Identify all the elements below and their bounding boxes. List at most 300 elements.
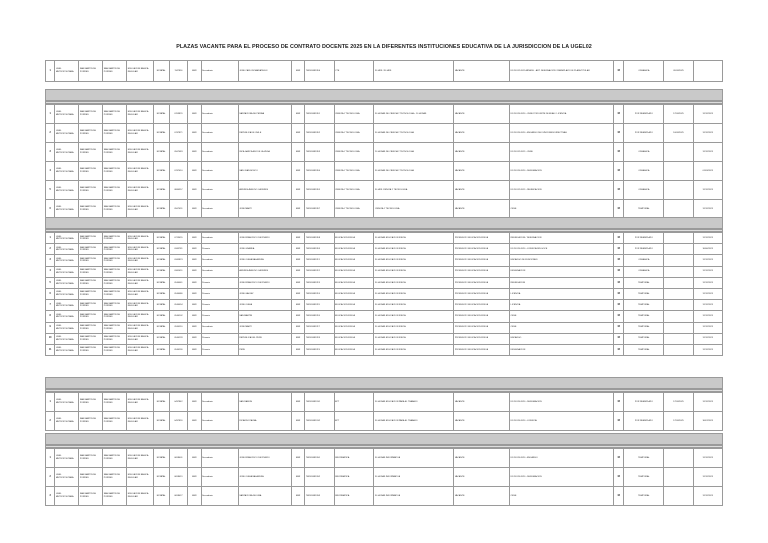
cell-district-2: SAN MARTIN DE PORRES bbox=[103, 181, 127, 200]
cell-start-date bbox=[664, 233, 693, 244]
cell-district: SAN MARTIN DE PORRES bbox=[79, 181, 103, 200]
cell-hours-detail: 30 HORAS EDUCACION FISICA bbox=[374, 344, 454, 355]
cell-institution-name: REPUBLICA DEL PERU bbox=[238, 333, 291, 344]
table-row bbox=[46, 162, 723, 181]
cell-end-date: 31/12/2025 bbox=[693, 200, 722, 219]
cell-row-number: 3 bbox=[46, 143, 55, 162]
cell-modular-code: 0703876 bbox=[169, 105, 188, 124]
cell-modality-2: EBR bbox=[291, 333, 304, 344]
cell-district: SAN MARTIN DE PORRES bbox=[79, 412, 103, 431]
cell-vacancy-type: TEMPORAL bbox=[624, 300, 664, 311]
cell-end-date: 31/12/2025 bbox=[693, 311, 722, 322]
cell-management: ESTATAL bbox=[153, 255, 169, 266]
cell-district-2: SAN MARTIN DE PORRES bbox=[103, 333, 127, 344]
cell-level: Secundaria bbox=[201, 105, 238, 124]
cell-vacancy-reason: CESE bbox=[510, 311, 614, 322]
cell-level: Primaria bbox=[201, 244, 238, 255]
cell-start-date: 10/03/2025 bbox=[664, 124, 693, 143]
cell-modular-code: 0497842 bbox=[169, 393, 188, 412]
cell-vacancy-type: TEMPORAL bbox=[624, 468, 664, 487]
cell-district-2: SAN MARTIN DE PORRES bbox=[103, 61, 127, 82]
cell-modality-2: EBR bbox=[291, 468, 304, 487]
cell-end-date: 31/12/2025 bbox=[693, 300, 722, 311]
cell-area: CIENCIA Y TECNOLOGIA bbox=[334, 181, 374, 200]
cell-area: EDUCACION FISICA bbox=[334, 244, 374, 255]
cell-vacancy-type: TEMPORAL bbox=[624, 344, 664, 355]
cell-hours-detail: 30 HORAS INFORMATICA bbox=[374, 449, 454, 468]
cell-jornada: 43 bbox=[613, 393, 624, 412]
cell-area: EPT bbox=[334, 412, 374, 431]
cell-position-type: PROFESOR / EDUCACION FISICA bbox=[454, 344, 510, 355]
table-row bbox=[46, 255, 723, 266]
cell-vacancy-type: TEMPORAL bbox=[624, 200, 664, 219]
cell-modality: EBR bbox=[188, 311, 201, 322]
cell-position-type: VACANTE bbox=[454, 412, 510, 431]
cell-start-date bbox=[664, 162, 693, 181]
cell-management: ESTATAL bbox=[153, 105, 169, 124]
cell-ugel: UGEL METROPOLITANA bbox=[55, 181, 79, 200]
cell-vacancy-type: TEMPORAL bbox=[624, 311, 664, 322]
cell-management: ESTATAL bbox=[153, 143, 169, 162]
cell-area: EDUCACION FISICA bbox=[334, 288, 374, 299]
cell-level: Secundaria bbox=[201, 322, 238, 333]
cell-hours-detail: 30 HORAS DE CIENCIA Y TECNOLOGIA bbox=[374, 124, 454, 143]
cell-jornada: 43 bbox=[613, 124, 624, 143]
cell-position-type: PROFESOR / EDUCACION FISICA bbox=[454, 233, 510, 244]
cell-modular-code: 0540136 bbox=[169, 344, 188, 355]
cell-modality-2: EBR bbox=[291, 322, 304, 333]
cell-modality: EBR bbox=[188, 300, 201, 311]
cell-institution-name: JOSE OLAYA bbox=[238, 300, 291, 311]
cell-position-type: VACANTE bbox=[454, 393, 510, 412]
cell-level-type: EDUCACION BASICA REGULAR bbox=[127, 322, 154, 333]
cell-area: CIENCIA Y TECNOLOGIA bbox=[334, 124, 374, 143]
cell-modality: EBR bbox=[188, 344, 201, 355]
cell-vacancy-type: ORGÁNICA bbox=[624, 162, 664, 181]
cell-vacancy-reason: CESE bbox=[510, 487, 614, 506]
cell-position-code: 7081814812G2 bbox=[305, 412, 334, 431]
cell-modality: EBR bbox=[188, 143, 201, 162]
cell-hours-detail: 30 HORAS DE CIENCIA Y TECNOLOGIA bbox=[374, 162, 454, 181]
cell-position-type: PROFESOR / EDUCACION FISICA bbox=[454, 277, 510, 288]
cell-level: Secundaria bbox=[201, 162, 238, 181]
cell-vacancy-type: ORGÁNICA bbox=[624, 181, 664, 200]
cell-ugel: UGEL METROPOLITANA bbox=[55, 311, 79, 322]
cell-hours-detail: 30 HORAS EDUCACION PARA EL TRABAJO bbox=[374, 393, 454, 412]
table-row bbox=[46, 200, 723, 219]
cell-vacancy-type: TEMPORAL bbox=[624, 322, 664, 333]
cell-ugel: UGEL METROPOLITANA bbox=[55, 288, 79, 299]
cell-management: ESTATAL bbox=[153, 124, 169, 143]
cell-modality: EBR bbox=[188, 124, 201, 143]
cell-ugel: UGEL METROPOLITANA bbox=[55, 124, 79, 143]
cell-position-code: 7081814812E7 bbox=[305, 200, 334, 219]
cell-vacancy-type: ORGÁNICA bbox=[624, 266, 664, 277]
cell-modality-2: EBR bbox=[291, 288, 304, 299]
cell-level: Secundaria bbox=[201, 266, 238, 277]
cell-hours-detail: 30 HORAS EDUCACION FISICA bbox=[374, 233, 454, 244]
cell-ugel: UGEL METROPOLITANA bbox=[55, 333, 79, 344]
cell-vacancy-type: TEMPORAL bbox=[624, 288, 664, 299]
cell-start-date bbox=[664, 468, 693, 487]
cell-vacancy-reason: DS N°019-2020 - ENCARGO DE FUNCIONES DIRECTIVAS bbox=[510, 124, 614, 143]
cell-vacancy-reason: REUBICACION / DESIGNACION bbox=[510, 233, 614, 244]
cell-ugel: UGEL METROPOLITANA bbox=[55, 162, 79, 181]
cell-row-number: 4 bbox=[46, 162, 55, 181]
cell-area: EDUCACION FISICA bbox=[334, 311, 374, 322]
cell-hours-detail: 30 HORAS INFORMATICA bbox=[374, 468, 454, 487]
cell-area: CIENCIA Y TECNOLOGIA bbox=[334, 105, 374, 124]
table-row bbox=[46, 412, 723, 431]
cell-hours-detail: 30 HORAS EDUCACION FISICA bbox=[374, 300, 454, 311]
cell-modality-2: EBR bbox=[291, 244, 304, 255]
table-row bbox=[46, 322, 723, 333]
cell-vacancy-type: ORGÁNICA bbox=[624, 143, 664, 162]
cell-start-date bbox=[664, 277, 693, 288]
cell-management: ESTATAL bbox=[153, 344, 169, 355]
cell-jornada: 43 bbox=[613, 449, 624, 468]
cell-ugel: UGEL METROPOLITANA bbox=[55, 105, 79, 124]
cell-vacancy-type: POR REEMPLAZO bbox=[624, 233, 664, 244]
cell-district: SAN MARTIN DE PORRES bbox=[79, 266, 103, 277]
cell-ugel: UGEL METROPOLITANA bbox=[55, 143, 79, 162]
table-row bbox=[46, 288, 723, 299]
cell-district-2: SAN MARTIN DE PORRES bbox=[103, 288, 127, 299]
cell-position-code: 7081814812E8 bbox=[305, 233, 334, 244]
cell-vacancy-reason: DS N°019-2020 - LICENCIA bbox=[510, 412, 614, 431]
cell-hours-detail: 30 HORAS EDUCACION FISICA bbox=[374, 255, 454, 266]
cell-district-2: SAN MARTIN DE PORRES bbox=[103, 162, 127, 181]
cell-hours-detail: 30 HRS / 30 HRS bbox=[374, 61, 454, 82]
cell-area: CIENCIA Y TECNOLOGIA bbox=[334, 162, 374, 181]
cell-position-code: 7081814812F1 bbox=[305, 255, 334, 266]
cell-management: ESTATAL bbox=[153, 162, 169, 181]
table-row bbox=[46, 61, 723, 82]
cell-vacancy-type: TEMPORAL bbox=[624, 277, 664, 288]
cell-end-date: 31/12/2025 bbox=[693, 333, 722, 344]
cell-jornada: 43 bbox=[613, 181, 624, 200]
cell-level-type: EDUCACION BASICA REGULAR bbox=[127, 487, 154, 506]
cell-end-date: 31/12/2025 bbox=[693, 393, 722, 412]
table-row bbox=[46, 233, 723, 244]
cell-position-code: 7081814812H3 bbox=[305, 487, 334, 506]
table-row bbox=[46, 244, 723, 255]
cell-modality-2: EBR bbox=[291, 344, 304, 355]
cell-position-code: 7081814812F5 bbox=[305, 300, 334, 311]
cell-vacancy-reason: ENCARGO DE FUNCIONES bbox=[510, 255, 614, 266]
cell-institution-name: JOSE OLAYA BALANDRA bbox=[238, 468, 291, 487]
cell-area: EDUCACION FISICA bbox=[334, 344, 374, 355]
cell-level-type: EDUCACION BASICA REGULAR bbox=[127, 449, 154, 468]
cell-vacancy-type: POR REEMPLAZO bbox=[624, 244, 664, 255]
cell-modality: EBR bbox=[188, 288, 201, 299]
table-row bbox=[46, 344, 723, 355]
cell-hours-detail: 30 HORAS EDUCACION FISICA bbox=[374, 288, 454, 299]
cell-level: Secundaria bbox=[201, 61, 238, 82]
cell-level-type: EDUCACION BASICA REGULAR bbox=[127, 162, 154, 181]
cell-level: Secundaria bbox=[201, 393, 238, 412]
cell-vacancy-reason: DESIGNACION bbox=[510, 344, 614, 355]
cell-modality: EBR bbox=[188, 333, 201, 344]
cell-vacancy-reason: ENCARGO bbox=[510, 333, 614, 344]
cell-district: SAN MARTIN DE PORRES bbox=[79, 288, 103, 299]
cell-position-code: 7081814812E2 bbox=[305, 124, 334, 143]
cell-modality: EBR bbox=[188, 162, 201, 181]
cell-level-type: EDUCACION BASICA REGULAR bbox=[127, 288, 154, 299]
cell-institution-name: SAN RAMON bbox=[238, 393, 291, 412]
cell-modality: EBR bbox=[188, 255, 201, 266]
cell-district-2: SAN MARTIN DE PORRES bbox=[103, 311, 127, 322]
cell-start-date bbox=[664, 333, 693, 344]
cell-area: EDUCACION FISICA bbox=[334, 266, 374, 277]
cell-modality-2: EBR bbox=[291, 181, 304, 200]
cell-management: ESTATAL bbox=[153, 333, 169, 344]
cell-modular-code: 0507491 bbox=[169, 200, 188, 219]
cell-level: Secundaria bbox=[201, 200, 238, 219]
cell-level: Primaria bbox=[201, 311, 238, 322]
cell-district-2: SAN MARTIN DE PORRES bbox=[103, 322, 127, 333]
cell-row-number: 3 bbox=[46, 255, 55, 266]
cell-position-code: 7081814812F9 bbox=[305, 344, 334, 355]
cell-modular-code: 0767871 bbox=[169, 124, 188, 143]
cell-position-code: 7081814812F2 bbox=[305, 266, 334, 277]
cell-modular-code: 0540128 bbox=[169, 333, 188, 344]
table-row bbox=[46, 105, 723, 124]
cell-level-type: EDUCACION BASICA REGULAR bbox=[127, 143, 154, 162]
cell-level: Secundaria bbox=[201, 449, 238, 468]
cell-area: EDUCACION FISICA bbox=[334, 255, 374, 266]
cell-hours-detail: 30 HORAS EDUCACION FISICA bbox=[374, 333, 454, 344]
cell-modality-2: EBR bbox=[291, 162, 304, 181]
cell-modality: EBR bbox=[188, 105, 201, 124]
cell-vacancy-type: TEMPORAL bbox=[624, 449, 664, 468]
vacancy-group-table bbox=[45, 104, 723, 219]
cell-position-code: 7081814812F4 bbox=[305, 288, 334, 299]
cell-row-number: 1 bbox=[46, 233, 55, 244]
cell-vacancy-reason: CESE bbox=[510, 200, 614, 219]
cell-district-2: SAN MARTIN DE PORRES bbox=[103, 300, 127, 311]
cell-institution-name: REPUBLICA DE CHILE bbox=[238, 124, 291, 143]
cell-end-date: 31/12/2025 bbox=[693, 468, 722, 487]
table-row bbox=[46, 487, 723, 506]
cell-modular-code: 0540086 bbox=[169, 288, 188, 299]
cell-end-date: 31/12/2025 bbox=[693, 322, 722, 333]
vacancy-group-table bbox=[45, 392, 723, 431]
cell-position-code: 7081814812F8 bbox=[305, 333, 334, 344]
cell-modality-2: EBR bbox=[291, 393, 304, 412]
cell-vacancy-reason: DS N°019-2020 - DESIGNACION bbox=[510, 162, 614, 181]
cell-level: Primaria bbox=[201, 277, 238, 288]
cell-modality-2: EBR bbox=[291, 143, 304, 162]
cell-position-code: 7081814812F3 bbox=[305, 277, 334, 288]
cell-institution-name: JOSE FRANCISCO DE RIVERO bbox=[238, 449, 291, 468]
cell-hours-detail: 20 HORAS DE CIENCIA Y TECNOLOGIA bbox=[374, 143, 454, 162]
cell-ugel: UGEL METROPOLITANA bbox=[55, 233, 79, 244]
cell-modality-2: EBR bbox=[291, 449, 304, 468]
cell-district: SAN MARTIN DE PORRES bbox=[79, 300, 103, 311]
table-row bbox=[46, 393, 723, 412]
cell-modular-code: 0658401 bbox=[169, 449, 188, 468]
cell-vacancy-type: ORGÁNICA bbox=[624, 255, 664, 266]
cell-end-date: 31/12/2025 bbox=[693, 143, 722, 162]
cell-level-type: EDUCACION BASICA REGULAR bbox=[127, 61, 154, 82]
cell-jornada: 43 bbox=[613, 255, 624, 266]
cell-area: EDUCACION FISICA bbox=[334, 322, 374, 333]
cell-jornada: 43 bbox=[613, 233, 624, 244]
cell-management: ESTATAL bbox=[153, 322, 169, 333]
cell-position-type: VACANTE bbox=[454, 143, 510, 162]
cell-modality-2: EBR bbox=[291, 124, 304, 143]
cell-row-number: 2 bbox=[46, 412, 55, 431]
cell-jornada: 43 bbox=[613, 412, 624, 431]
cell-row-number: 5 bbox=[46, 181, 55, 200]
table-row bbox=[46, 266, 723, 277]
cell-modality-2: EBR bbox=[291, 233, 304, 244]
cell-area: EDUCACION FISICA bbox=[334, 233, 374, 244]
cell-position-code: 7081814812E1 bbox=[305, 105, 334, 124]
cell-modality-2: EBR bbox=[291, 412, 304, 431]
cell-start-date: 17/03/2025 bbox=[664, 393, 693, 412]
cell-management: ESTATAL bbox=[153, 200, 169, 219]
cell-position-type: VACANTE bbox=[454, 449, 510, 468]
cell-district-2: SAN MARTIN DE PORRES bbox=[103, 393, 127, 412]
cell-level-type: EDUCACION BASICA REGULAR bbox=[127, 105, 154, 124]
cell-start-date bbox=[664, 288, 693, 299]
cell-end-date: 31/12/2025 bbox=[693, 124, 722, 143]
cell-start-date bbox=[664, 449, 693, 468]
table-row bbox=[46, 468, 723, 487]
cell-modular-code: 1147816 bbox=[169, 61, 188, 82]
cell-district: SAN MARTIN DE PORRES bbox=[79, 393, 103, 412]
cell-hours-detail: 30 HORAS EDUCACION FISICA bbox=[374, 266, 454, 277]
cell-institution-name: ANDRES AVELINO CACERES bbox=[238, 181, 291, 200]
cell-ugel: UGEL METROPOLITANA bbox=[55, 277, 79, 288]
cell-start-date bbox=[664, 300, 693, 311]
section-separator-band bbox=[45, 89, 723, 101]
cell-management: ESTATAL bbox=[153, 412, 169, 431]
cell-hours-detail: 30 HORAS EDUCACION FISICA bbox=[374, 322, 454, 333]
cell-modality-2: EBR bbox=[291, 255, 304, 266]
cell-modality: EBR bbox=[188, 487, 201, 506]
cell-district-2: SAN MARTIN DE PORRES bbox=[103, 266, 127, 277]
cell-vacancy-reason: DS N°019-2020 - CESE POR LIMITE DE EDAD / LICENCIA bbox=[510, 105, 614, 124]
cell-end-date bbox=[693, 61, 722, 82]
cell-district-2: SAN MARTIN DE PORRES bbox=[103, 244, 127, 255]
cell-vacancy-reason: DS N°019-2020 - ENCARGO bbox=[510, 449, 614, 468]
cell-start-date bbox=[664, 200, 693, 219]
cell-hours-detail: 30 HORAS EDUCACION FISICA bbox=[374, 311, 454, 322]
cell-hours-detail: 30 HORAS EDUCACION PARA EL TRABAJO bbox=[374, 412, 454, 431]
cell-start-date bbox=[664, 255, 693, 266]
cell-row-number: 5 bbox=[46, 277, 55, 288]
cell-modality: EBR bbox=[188, 266, 201, 277]
cell-jornada: 43 bbox=[613, 468, 624, 487]
cell-position-code: 7081814812E4 bbox=[305, 162, 334, 181]
cell-vacancy-reason: DS N°019-2020 - LICENCIA SIN GOCE bbox=[510, 244, 614, 255]
cell-institution-name: JOSE FRANCISCO DE RIVERO bbox=[238, 233, 291, 244]
cell-district: SAN MARTIN DE PORRES bbox=[79, 200, 103, 219]
cell-end-date: 30/06/2025 bbox=[693, 244, 722, 255]
cell-jornada: 43 bbox=[613, 244, 624, 255]
cell-position-code: 7081814812F6 bbox=[305, 311, 334, 322]
cell-row-number: 7 bbox=[46, 300, 55, 311]
cell-management: ESTATAL bbox=[153, 277, 169, 288]
cell-level: Secundaria bbox=[201, 468, 238, 487]
cell-area: EDUCACION FISICA bbox=[334, 277, 374, 288]
cell-modality: EBR bbox=[188, 181, 201, 200]
cell-level-type: EDUCACION BASICA REGULAR bbox=[127, 181, 154, 200]
cell-area: EDUCACION FISICA bbox=[334, 300, 374, 311]
cell-vacancy-type: TEMPORAL bbox=[624, 487, 664, 506]
cell-row-number: 3 bbox=[46, 487, 55, 506]
cell-jornada: 43 bbox=[613, 333, 624, 344]
cell-district: SAN MARTIN DE PORRES bbox=[79, 344, 103, 355]
cell-vacancy-reason: DS N°012-2019-MINEDU - ART. DESIGNACIÓN / REEMPLAZO DE PLAZA TITULAR bbox=[510, 61, 614, 82]
cell-modality-2: EBR bbox=[291, 105, 304, 124]
cell-level-type: EDUCACION BASICA REGULAR bbox=[127, 255, 154, 266]
cell-row-number: 6 bbox=[46, 288, 55, 299]
cell-ugel: UGEL METROPOLITANA bbox=[55, 200, 79, 219]
cell-area: INFORMATICA bbox=[334, 487, 374, 506]
cell-district: SAN MARTIN DE PORRES bbox=[79, 468, 103, 487]
cell-area: EPT bbox=[334, 393, 374, 412]
cell-institution-name: JOSE GRANDA bbox=[238, 244, 291, 255]
cell-end-date: 31/12/2025 bbox=[693, 449, 722, 468]
cell-end-date: 01/03/2025 bbox=[693, 162, 722, 181]
cell-management: ESTATAL bbox=[153, 311, 169, 322]
cell-ugel: UGEL METROPOLITANA bbox=[55, 244, 79, 255]
cell-jornada: 43 bbox=[613, 288, 624, 299]
cell-start-date bbox=[664, 322, 693, 333]
cell-jornada: 43 bbox=[613, 162, 624, 181]
cell-institution-name: SAN MARTIN bbox=[238, 311, 291, 322]
cell-start-date: 17/03/2025 bbox=[664, 105, 693, 124]
vacancy-group-table bbox=[45, 232, 723, 356]
cell-district-2: SAN MARTIN DE PORRES bbox=[103, 344, 127, 355]
cell-area: CTE bbox=[334, 61, 374, 82]
cell-vacancy-reason: REUBICACION bbox=[510, 277, 614, 288]
cell-district: SAN MARTIN DE PORRES bbox=[79, 449, 103, 468]
cell-institution-name: JOSE MARTI bbox=[238, 200, 291, 219]
cell-position-code: 7081814812E5 bbox=[305, 181, 334, 200]
cell-ugel: UGEL METROPOLITANA bbox=[55, 412, 79, 431]
cell-end-date: 31/12/2025 bbox=[693, 288, 722, 299]
cell-position-type: VACANTE bbox=[454, 181, 510, 200]
cell-jornada: 43 bbox=[613, 200, 624, 219]
cell-institution-name: SANTA ROSA DE PERIBA bbox=[238, 105, 291, 124]
cell-institution-name: JOSE CARLOS MARIATEGUI bbox=[238, 61, 291, 82]
cell-modular-code: 0860957 bbox=[169, 181, 188, 200]
cell-jornada: 43 bbox=[613, 143, 624, 162]
cell-level: Secundaria bbox=[201, 181, 238, 200]
cell-vacancy-reason: DESIGNACION bbox=[510, 266, 614, 277]
cell-level-type: EDUCACION BASICA REGULAR bbox=[127, 333, 154, 344]
table-row bbox=[46, 124, 723, 143]
cell-modality: EBR bbox=[188, 244, 201, 255]
cell-institution-name: JOSE FRANCISCO DE RIVERO bbox=[238, 277, 291, 288]
table-row bbox=[46, 333, 723, 344]
cell-vacancy-type: POR REEMPLAZO bbox=[624, 124, 664, 143]
cell-modality: EBR bbox=[188, 322, 201, 333]
cell-row-number: 2 bbox=[46, 244, 55, 255]
cell-level: Secundaria bbox=[201, 124, 238, 143]
cell-management: ESTATAL bbox=[153, 181, 169, 200]
cell-position-type: VACANTE bbox=[454, 105, 510, 124]
cell-ugel: UGEL METROPOLITANA bbox=[55, 393, 79, 412]
cell-vacancy-reason: DS N°019-2020 - DESIGNACION bbox=[510, 393, 614, 412]
cell-management: ESTATAL bbox=[153, 487, 169, 506]
cell-position-code: 7081814812H2 bbox=[305, 468, 334, 487]
